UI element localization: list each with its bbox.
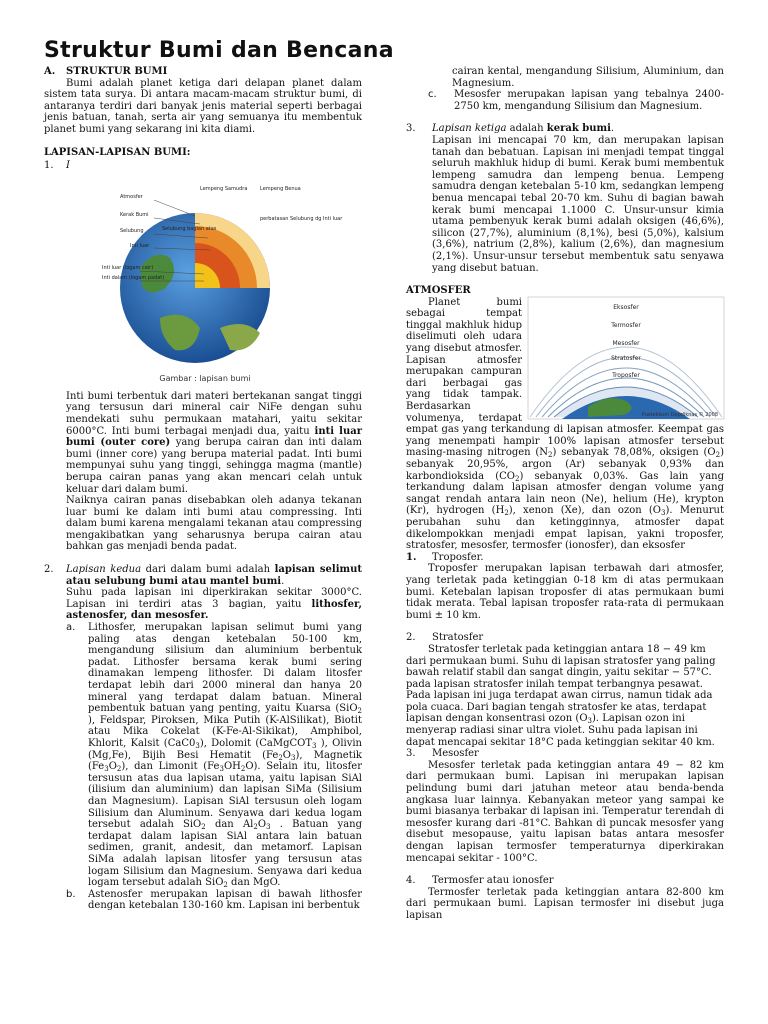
label-selubung: Selubung <box>120 227 144 234</box>
item-1 <box>44 160 362 172</box>
label-inti-luar: Inti luar <box>130 242 150 249</box>
item-2-number: 2. <box>44 564 54 576</box>
mesosfer-paragraph: Mesosfer terletak pada ketinggian antara 49 − 82 km dari permukaan bumi. Lapisan ini merupakan lapisan pelindung bumi dari jatuhan meteor atau benda-benda angkasa luar lainnya. Kebanyakan meteor yang sampai ke bumi biasanya terbakar di lapisan ini. Temperatur terendah di mesosfer kurang dari -81°C. Bahkan di puncak mesosfer yang disebut mesopause, yaitu lapisan batas antara mesosfer dengan lapisan termosfer temperaturnya diperkirakan mencapai sekitar - 100°C. <box>406 759 724 864</box>
termosfer-paragraph: Termosfer terletak pada ketinggian antara 82-800 km dari permukaan bumi. Lapisan termosfer ini disebut juga lapisan <box>406 886 724 921</box>
label-selubung-atas: Selubung bagian atas <box>162 225 217 232</box>
atmosfer-text: Planet bumi sebagai tempat tinggal makhluk hidup diselimuti oleh udara yang disebut atmosfer. Lapisan atmosfer merupakan campuran dari berbagai gas yang tidak tampak. Berdasarkan volumenya, terdapat empat gas yang terkandung di lapisan atmosfer. Keempat gas yang menempati hampir 100% lapisan atmosfer tersebut masing-masing nitrogen (N <box>406 296 724 459</box>
subscript: 3 <box>195 741 200 750</box>
item-3-heading <box>432 123 724 135</box>
subscript: 2 <box>548 451 553 460</box>
item-2-body <box>66 564 362 912</box>
item-3 <box>406 123 724 274</box>
litosfer-text: OH <box>223 761 241 773</box>
litosfer-paragraph <box>88 622 362 889</box>
lapisan-heading: LAPISAN-LAPISAN BUMI: <box>44 146 191 158</box>
item-2-period: . <box>281 575 285 587</box>
troposfer-item <box>406 552 724 564</box>
stratosfer-text: ). Lapisan ozon ini menyerap radiasi sinar ultra violet. Suhu pada lapisan ini dapat mencapai sekitar 18°C pada ketinggian sekitar 40 km. <box>406 713 715 748</box>
litosfer-text: O). Selain itu, litosfer tersusun atas dua lapisan utama, yaitu lapisan SiAl (ilisium dan aluminium) dan lapisan SiMa (Silisium dan Magnesium). Lapisan SiAl tersusun oleh logam Silisium dan Aluminum. Senyawa dari kedua logam tersebut adalah SiO <box>88 761 362 831</box>
litosfer-text: . Batuan yang terdapat dalam lapisan SiAl antara lain batuan sedimen, granit, andesit, dan metamorf. Lapisan SiMa adalah lapisan litosfer yang tersusun atas logam Silisium dan Magnesium. Senyawa dari kedua logam tersebut adalah SiO <box>88 819 362 889</box>
termosfer-title: Termosfer atau ionosfer <box>432 875 554 887</box>
subitem-c <box>428 89 724 112</box>
stratosfer-title: Stratosfer <box>432 632 484 644</box>
label-lempeng-benua: Lempeng Benua <box>260 185 301 192</box>
section-a-heading <box>44 66 362 78</box>
section-a-number: A. <box>44 66 56 77</box>
intro-paragraph: Bumi adalah planet ketiga dari delapan planet dalam sistem tata surya. Di antara macam-macam struktur bumi, di antaranya terdiri dari banyak jenis material seperti berbagai jenis batuan, tanah, serta air yang semuanya itu membentuk planet bumi yang sekarang ini kita diami. <box>44 77 362 135</box>
subscript: 3 <box>312 741 317 750</box>
litosfer-text: ), Feldspar, Piroksen, Mika Putih (K-AlSilikat), Biotit atau Mika Cokelat (K-Fe-Al-Sikikat), Amphibol, Khlorit, Kalsit (CaC0 <box>88 714 362 749</box>
item-3-italic: Lapisan ketiga <box>432 123 507 135</box>
mesosfer-item <box>406 748 724 760</box>
subitem-b-number: b. <box>66 888 76 900</box>
label-perbatasan: perbatasan Selubung dg Inti luar <box>260 215 343 222</box>
litosfer-text: dan MgO. <box>227 877 281 889</box>
troposfer-paragraph: Troposfer merupakan lapisan terbawah dari atmosfer, yang terletak pada ketinggian 0-18 km di atas permukaan bumi. Ketebalan lapisan troposfer di atas permukaan bumi tidak merata. Tebal lapisan troposfer rata-rata di permukaan bumi ± 10 km. <box>406 563 724 621</box>
label-inti-dalam: Inti dalam (logam padat) <box>102 274 165 281</box>
troposfer-title: Troposfer. <box>432 551 484 563</box>
subscript: 2 <box>201 823 206 832</box>
subscript: 2 <box>116 765 122 774</box>
subscript: 3 <box>219 765 224 774</box>
subscript: 2 <box>278 753 283 762</box>
inti-text-a: Inti bumi terbentuk dari materi bertekanan sangat tinggi yang tersusun dari mineral cair NiFe dengan suhu mendekati suhu permukaan matahari, yaitu sekitar 6000°C. Inti bumi terbagai menjadi dua, yaitu <box>66 390 362 437</box>
atmosfer-heading: ATMOSFER <box>406 285 471 297</box>
litosfer-text: O <box>282 749 291 761</box>
kerak-bumi-paragraph: Lapisan ini mencapai 70 km, dan merupakan lapisan tanah dan bebatuan. Lapisan ini menjadi tempat tinggal seluruh makhluk hidup di bumi. Kerak bumi membentuk lempeng samudra dan lempeng benua. Lempeng samudra dengan ketebalan 5-10 km, sedangkan lempeng benua mencapai tebal 20-70 km. Suhu di bagian bawah kerak bumi mencapai 1.1000 C. Unsur-unsur kimia utama pembenyuk kerak bumi adalah oksigen (46,6%), silicon (27,7%), aluminium (8,1%), besi (5,0%), kalsium (3,6%), natrium (2,8%), kalium (2,6%), dan magnesium (2,1%). Unsur-unsur tersebut membentuk satu senyawa yang disebut batuan. <box>432 134 724 274</box>
atmosfer-text: ) sebanyak 78,08%, oksigen (O <box>552 447 716 459</box>
label-lempeng-samudra: Lempeng Samudra <box>200 185 248 192</box>
subscript: 2 <box>253 823 258 832</box>
litosfer-text: ), Dolomit (CaMgCOT <box>199 737 313 749</box>
item-2-italic: Lapisan kedua <box>66 564 142 576</box>
inti-text-c: yang berupa cairan dan inti dalam bumi (inner core) yang berupa material padat. Inti bumi mempunyai suhu yang tinggi, sehingga magma (mantle) berupa cairan panas yang akan mencari celah untuk keluar dari dalam bumi. <box>66 437 362 495</box>
item-2 <box>44 564 362 912</box>
inti-paragraph-2: Naiknya cairan panas disebabkan oleh adanya tekanan luar bumi ke dalam inti bumi atau compressing. Inti dalam bumi karena mengalami tekanan atau compressing mengakibatkan yang seharusnya berupa cairan atau bahkan gas menjadi benda padat. <box>66 495 362 553</box>
subitem-a-number: a. <box>66 622 76 634</box>
subscript: 2 <box>240 765 246 774</box>
item-3-text: adalah <box>506 123 547 135</box>
earth-cutaway-illustration <box>100 178 343 368</box>
atmosfer-text: ), xenon (Xe), dan ozon (O <box>508 505 661 517</box>
mesosfer-number: 3. <box>406 748 416 760</box>
label-eksosfer: Eksosfer <box>613 303 639 311</box>
subitem-a <box>66 622 362 889</box>
subitem-c-number: c. <box>428 89 437 101</box>
item-2-text: dari dalam bumi adalah <box>141 564 275 576</box>
subscript: 2 <box>357 707 362 716</box>
litosfer-text: ), dan Limonit (Fe <box>121 761 220 773</box>
litosfer-text: O <box>108 761 117 773</box>
figure-caption: Gambar : lapisan bumi <box>159 374 251 384</box>
label-kerak-bumi: Kerak Bumi <box>120 211 149 218</box>
subscript: 3 <box>587 717 592 726</box>
termosfer-item <box>406 875 724 887</box>
label-inti-luar-cair: Inti luar (logam cair) <box>102 264 154 271</box>
stratosfer-text: Stratosfer terletak pada ketinggian antara 18 − 49 km dari permukaan bumi. Suhu di lapisan stratosfer yang paling bawah relatif stabil dan sangat dingin, yaitu sekitar − 57°C. pada lapisan stratosfer inilah tempat terbangnya pesawat. Pada lapisan ini juga terdapat awan cirrus, namun tidak ada pola cuaca. Dari bagian tengah stratosfer ke atas, terdapat lapisan dengan konsentrasi ozon (O <box>406 643 716 725</box>
item-1-label: I <box>66 160 70 172</box>
atmosfer-text: ) sebanyak 20,95%, argon (Ar) sebanyak 0,93% dan karbondioksida (CO <box>406 447 725 482</box>
subscript: 2 <box>223 881 228 890</box>
label-stratosfer: Stratosfer <box>611 354 641 362</box>
right-column <box>406 66 724 922</box>
item-2-layers-bold: lithosfer, astenosfer, dan mesosfer. <box>66 598 362 622</box>
subscript: 2 <box>504 509 509 518</box>
item-3-number: 3. <box>406 123 416 135</box>
item-2-paragraph <box>66 587 362 622</box>
left-column <box>44 66 362 912</box>
stratosfer-number: 2. <box>406 632 416 644</box>
label-line <box>154 200 195 216</box>
label-termosfer: Termosfer <box>611 321 641 329</box>
item-2-bold: lapisan selimut atau selubung bumi atau mantel bumi <box>66 564 362 587</box>
item-3-body <box>432 123 724 274</box>
atmosfer-text: ). Menurut perubahan suhu dan ketingginnya, atmosfer dapat dikelompokkan menjadi empat lapisan, yakni troposfer, stratosfer, mesosfer, termosfer (ionosfer), dan eksosfer <box>406 505 725 552</box>
item-2-suhu-text: Suhu pada lapisan ini diperkirakan sekitar 3000°C. Lapisan ini terdiri atas 3 bagian, yaitu <box>66 587 362 610</box>
item-1-number: 1. <box>44 160 54 172</box>
subscript: 3 <box>104 765 109 774</box>
troposfer-number: 1. <box>406 551 417 563</box>
litosfer-text: ), Olivin (Mg,Fe), Bijih Besi Hematit (Fe <box>88 737 362 761</box>
item-3-bold: kerak bumi <box>546 123 611 135</box>
subscript: 3 <box>660 509 666 518</box>
item-3-period: . <box>610 123 615 135</box>
label-atmosfer: Atmosfer <box>120 193 143 200</box>
inti-bumi-block <box>66 391 362 553</box>
label-troposfer: Troposfer <box>612 371 640 379</box>
label-mesosfer: Mesosfer <box>612 339 640 347</box>
litosfer-text: O <box>257 819 267 831</box>
inti-paragraph-1 <box>66 391 362 495</box>
termosfer-number: 4. <box>406 875 416 887</box>
earth-layers-figure <box>100 178 343 384</box>
stratosfer-paragraph <box>406 644 724 748</box>
atmosfer-text: ) sebanyak 0,03%. Gas lain yang terkandung dalam lapisan atmosfer dengan volume yang sangat rendah antara lain neon (Ne), helium (He), krypton (Kr), hydrogen (H <box>406 470 724 517</box>
image-credit: Pustekkom Depdiknas © 2008 <box>641 411 718 418</box>
subscript: 3 <box>266 823 271 832</box>
atmosphere-illustration <box>528 297 724 419</box>
item-2-heading <box>66 564 362 587</box>
litosfer-text: dan Al <box>205 819 254 831</box>
mesosfer-title: Mesosfer <box>432 748 479 760</box>
subscript: 3 <box>291 753 296 762</box>
litosfer-text: ), Magnetik (Fe <box>88 749 362 773</box>
atmosphere-layers-figure <box>528 297 724 419</box>
inti-text-bold: inti luar bumi (outer core) <box>66 425 362 449</box>
section-a-title: STRUKTUR BUMI <box>66 66 168 77</box>
subscript: 2 <box>715 451 721 460</box>
page-title: Struktur Bumi dan Bencana <box>44 38 394 63</box>
subitem-b <box>66 889 362 912</box>
astenosfer-continuation: cairan kental, mengandung Silisium, Aluminium, dan Magnesium. <box>452 66 724 89</box>
mesosfer-c-paragraph: Mesosfer merupakan lapisan yang tebalnya 2400-2750 km, mengandung Silisium dan Magnesium. <box>454 89 724 112</box>
stratosfer-item <box>406 632 724 644</box>
litosfer-text: Lithosfer, merupakan lapisan selimut bumi yang paling atas dengan ketebalan 50-100 km, mengandung silisium dan aluminium berbentuk padat. Lithosfer bersama kerak bumi sering dinamakan lempeng lithosfer. Di dalam litosfer terdapat lebih dari 2000 mineral dan hanya 20 mineral yang terdapat dalam batuan. Mineral pembentuk batuan yang penting, yaitu Kuarsa (SiO <box>88 622 362 715</box>
subscript: 2 <box>514 474 520 483</box>
astenosfer-paragraph: Astenosfer merupakan lapisan di bawah lithosfer dengan ketebalan 130-160 km. Lapisan ini berbentuk <box>88 888 362 912</box>
